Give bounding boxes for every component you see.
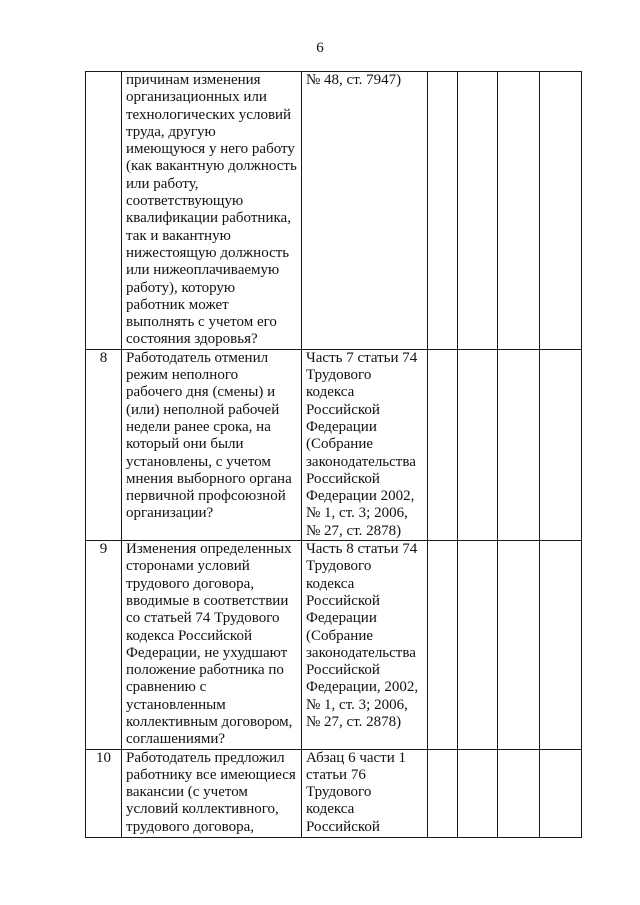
question-cell <box>122 349 302 540</box>
answer-na-cell <box>498 72 540 350</box>
answer-yes-cell <box>428 72 458 350</box>
note-cell <box>540 72 582 350</box>
row-number: 10 <box>86 749 122 837</box>
checklist-table <box>85 71 582 838</box>
note-cell <box>540 349 582 540</box>
row-number: 8 <box>86 349 122 540</box>
reference-text: № 48, ст. 7947) <box>306 72 402 88</box>
answer-yes-cell <box>428 349 458 540</box>
row-number: 9 <box>86 541 122 750</box>
answer-no-cell <box>458 72 498 350</box>
reference-text: Часть 8 статьи 74 Трудового кодекса Российской Федерации (Собрание законодательства Российской Федерации, 2002, № 1, ст. 3; 2006, № 27, ст. 2878) <box>306 541 419 730</box>
page-number: 6 <box>316 40 324 56</box>
answer-no-cell <box>458 349 498 540</box>
answer-no-cell <box>458 749 498 837</box>
table-row <box>86 541 582 750</box>
question-cell <box>122 72 302 350</box>
reference-text: Абзац 6 части 1 статьи 76 Трудового кодекса Российской <box>306 749 407 835</box>
question-text: Работодатель отменил режим неполного рабочего дня (смены) и (или) неполной рабочей недели ранее срока, на который они были установлены, с учетом мнения выборного органа первичной профсоюзной организации? <box>126 349 292 522</box>
reference-text: Часть 7 статьи 74 Трудового кодекса Российской Федерации (Собрание законодательства Российской Федерации 2002, № 1, ст. 3; 2006, № 27, ст. 2878) <box>306 349 418 539</box>
table-row <box>86 349 582 540</box>
answer-na-cell <box>498 541 540 750</box>
row-number <box>86 72 122 350</box>
question-text: причинам изменения организационных или технологических условий труда, другую имеющуюся у него работу (как вакантную должность или работу, соответствующую квалификации работника, так и вакантную нижестоящую должность или нижеоплачиваемую работу), которую работник может выполнять с учетом его состояния здоровья? <box>126 72 297 348</box>
question-text: Изменения определенных сторонами условий трудового договора, вводимые в соответствии со статьей 74 Трудового кодекса Российской Федерации, не ухудшают положение работника по сравнению с установленным коллективным договором, соглашениями? <box>126 541 293 748</box>
reference-cell <box>302 72 428 350</box>
answer-na-cell <box>498 349 540 540</box>
note-cell <box>540 541 582 750</box>
reference-cell <box>302 749 428 837</box>
reference-cell <box>302 349 428 540</box>
answer-yes-cell <box>428 749 458 837</box>
answer-yes-cell <box>428 541 458 750</box>
table-row <box>86 749 582 837</box>
question-cell <box>122 541 302 750</box>
answer-no-cell <box>458 541 498 750</box>
question-text: Работодатель предложил работнику все имеющиеся вакансии (с учетом условий коллективного, трудового договора, <box>126 749 296 835</box>
answer-na-cell <box>498 749 540 837</box>
question-cell <box>122 749 302 837</box>
note-cell <box>540 749 582 837</box>
reference-cell <box>302 541 428 750</box>
table-row <box>86 72 582 350</box>
